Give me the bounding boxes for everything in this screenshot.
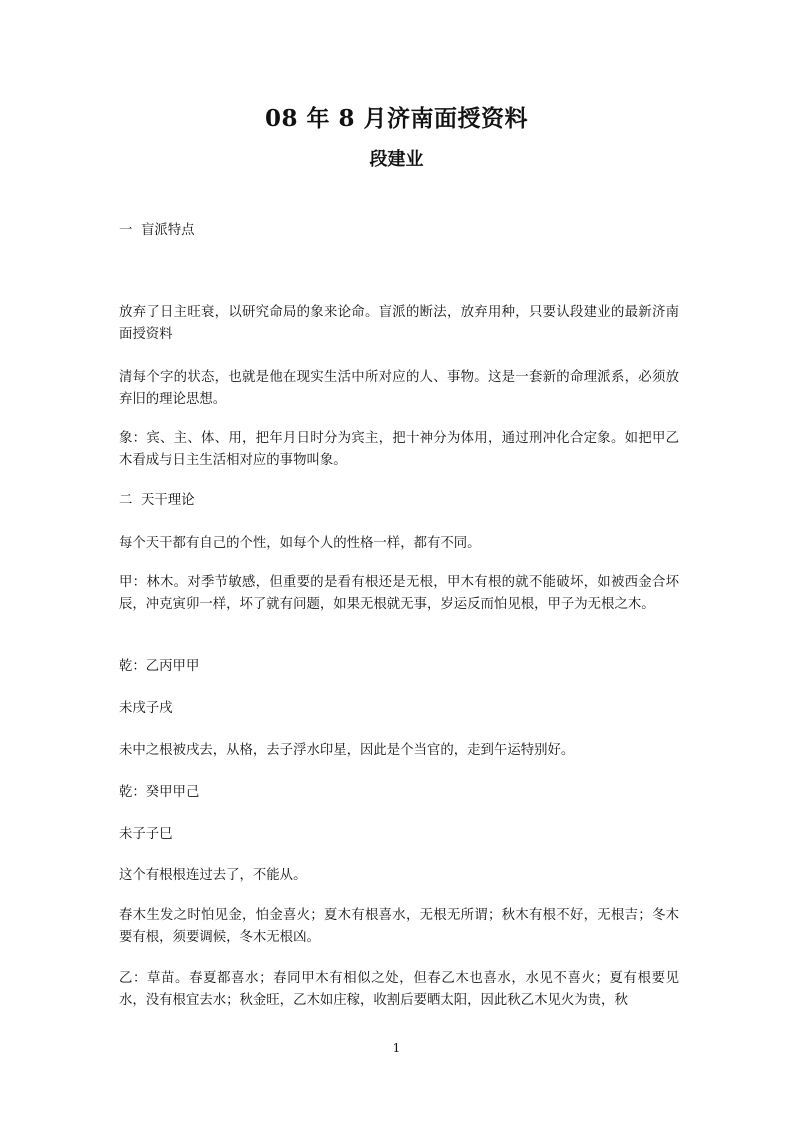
paragraph: 未子子巳 [119,827,173,842]
document-author: 段建业 [369,149,424,170]
document-title: 08 年 8 月济南面授资料 [264,105,529,132]
paragraph: 乙：草苗。春夏都喜水；春同甲木有相似之处，但春乙木也喜水，水见不喜火；夏有根要见水，没有根宜去水；秋金旺，乙木如庄稼，收割后要晒太阳，因此秋乙木见火为贵，秋 [119,971,679,1008]
section-number: 一 [119,223,133,238]
section-heading [119,490,679,512]
paragraph: 每个天干都有自己的个性，如每个人的性格一样，都有不同。 [119,536,481,551]
paragraph: 乾：乙丙甲甲 [119,659,200,674]
paragraph: 放弃了日主旺衰，以研究命局的象来论命。盲派的断法，放弃用种，只要认段建业的最新济南面授资料 [119,305,679,342]
paragraph: 这个有根根连过去了，不能从。 [119,868,307,883]
section-number: 二 [119,493,133,508]
section-heading-text: 盲派特点 [141,223,195,238]
paragraph: 清每个字的状态，也就是他在现实生活中所对应的人、事物。这是一套新的命理派系，必须放弃旧的理论思想。 [119,370,679,407]
paragraph: 未中之根被戌去，从格，去子浮水印星，因此是个当官的，走到午运特别好。 [119,743,575,758]
section-heading [119,220,679,242]
paragraph: 乾：癸甲甲己 [119,785,200,800]
paragraph: 未戌子戌 [119,701,173,716]
page-number: 1 [392,1041,401,1055]
paragraph: 甲：林木。对季节敏感，但重要的是看有根还是无根，甲木有根的就不能破坏，如被西金合坏辰，冲克寅卯一样，坏了就有问题，如果无根就无事，岁运反而怕见根，甲子为无根之木。 [119,575,679,612]
paragraph: 春木生发之时怕见金，怕金喜火；夏木有根喜水，无根无所谓；秋木有根不好，无根吉；冬木要有根，须要调候，冬木无根凶。 [119,908,679,945]
paragraph: 象：宾、主、体、用，把年月日时分为宾主，把十神分为体用，通过刑冲化合定象。如把甲乙木看成与日主生活相对应的事物叫象。 [119,431,679,468]
section-heading-text: 天干理论 [141,493,195,508]
